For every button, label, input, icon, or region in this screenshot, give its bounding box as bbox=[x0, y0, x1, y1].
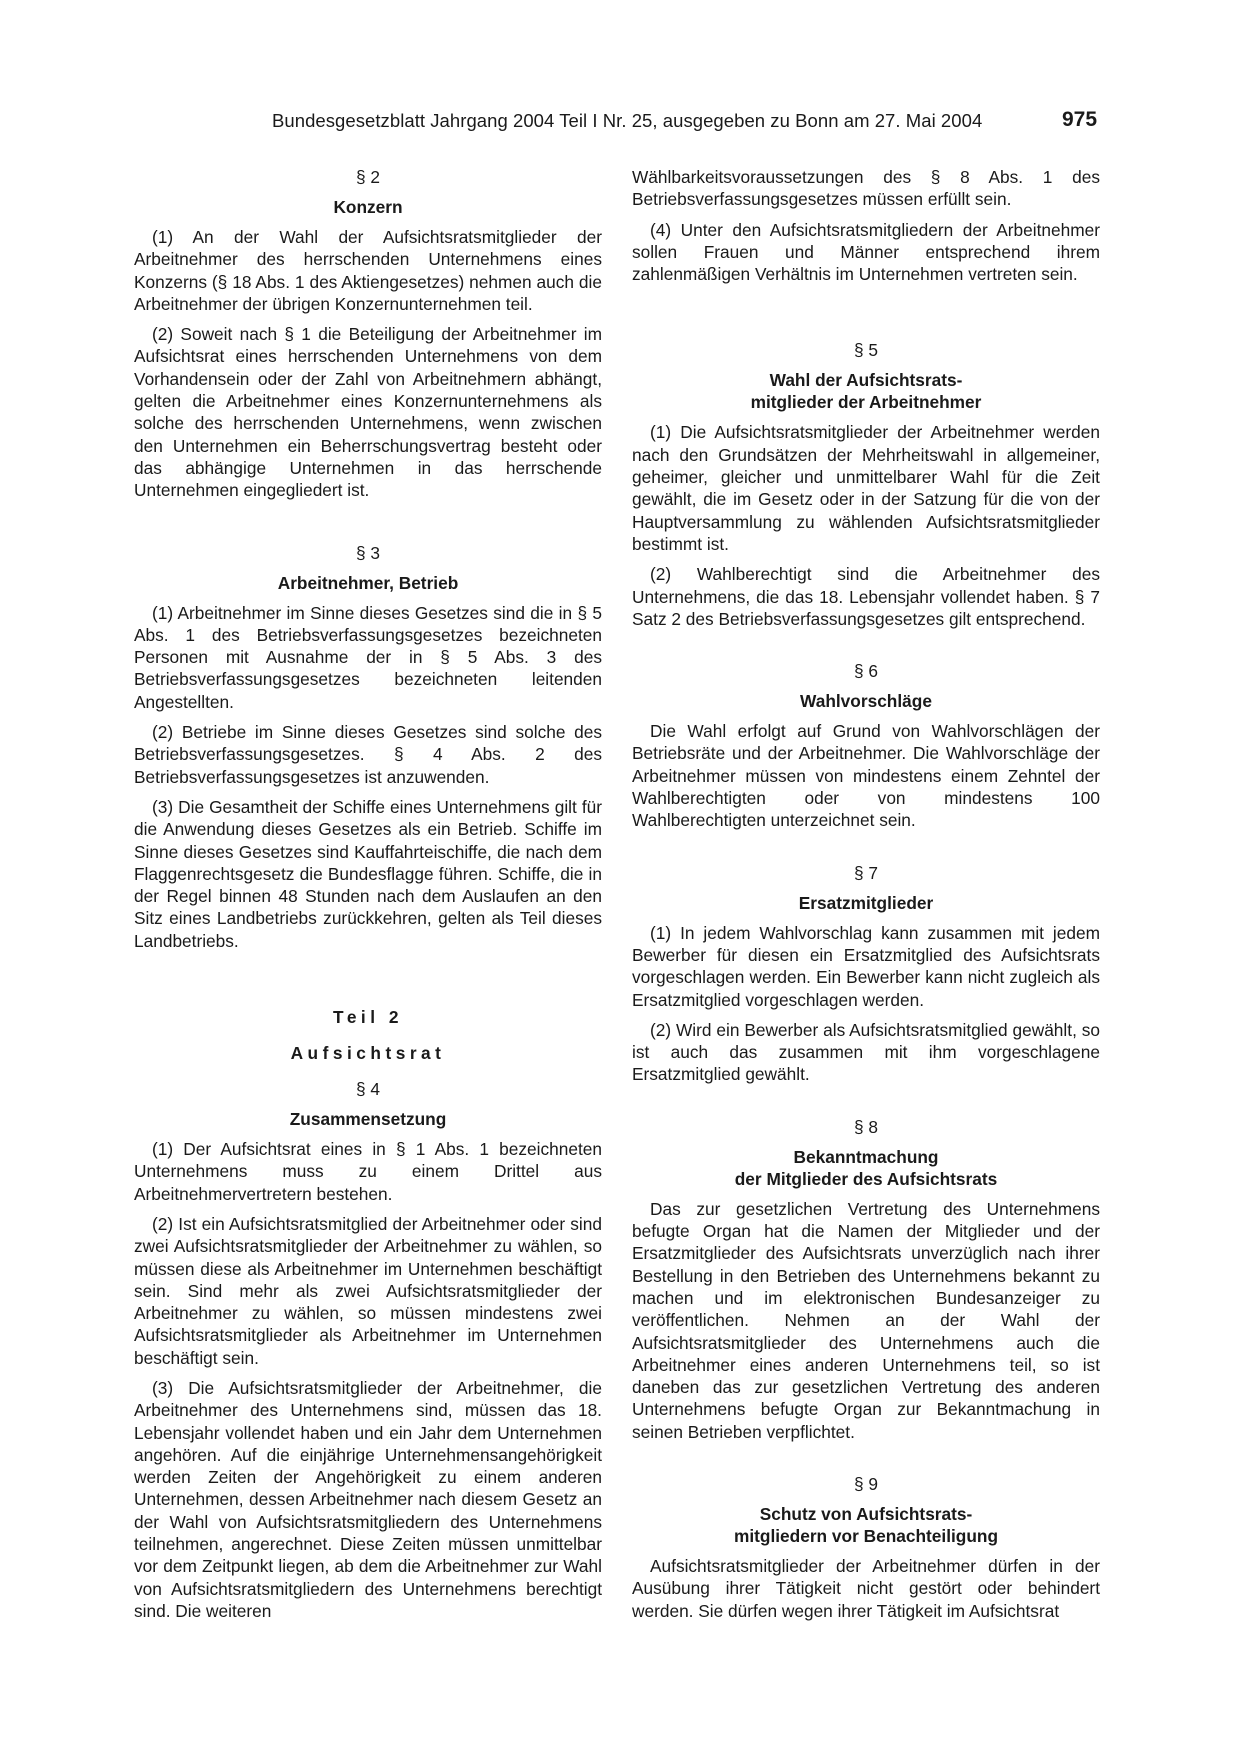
part-title: Aufsichtsrat bbox=[290, 1043, 446, 1064]
paragraph: (1) In jedem Wahlvorschlag kann zusammen mit jedem Bewerber für diesen ein Ersatzmitglied des Aufsichtsrats vorgeschlagen werden. Ein Bewerber kann nicht zugleich als Ersatzmitglied vorgeschlagen werden. bbox=[632, 922, 1100, 1010]
section-number: § 6 bbox=[853, 661, 879, 682]
spacer bbox=[134, 960, 602, 1006]
section-title bbox=[632, 1503, 1100, 1547]
right-column bbox=[632, 166, 1100, 1630]
spacer bbox=[632, 1451, 1100, 1473]
paragraph: (1) Die Aufsichtsratsmitglieder der Arbeitnehmer werden nach den Grundsätzen der Mehrheitswahl in allgemeiner, geheimer, gleicher und unmittelbarer Wahl für die Zeit gewählt, die im Gesetz oder in der Satzung für die von der Hauptversammlung zu wählenden Aufsichtsratsmitglieder bestimmt ist. bbox=[632, 422, 1100, 554]
section-number: § 7 bbox=[853, 862, 879, 883]
section-number: § 8 bbox=[853, 1116, 879, 1137]
section-title: Arbeitnehmer, Betrieb bbox=[277, 572, 459, 593]
paragraph-continued: Wählbarkeitsvoraussetzungen des § 8 Abs. 1 des Betriebsverfassungsgesetzes müssen erfüllt sein. bbox=[632, 167, 1100, 210]
page-header bbox=[0, 110, 1244, 140]
paragraph: (3) Die Gesamtheit der Schiffe eines Unternehmens gilt für die Anwendung dieses Gesetzes als ein Betrieb. Schiffe im Sinne dieses Gesetzes sind Kauffahrteischiffe, die nach dem Flaggenrechtsgesetz die Bundesflagge führen. Schiffe, die in der Regel binnen 48 Stunden nach dem Auslaufen an den Sitz eines Landbetriebs zurückkehren, gelten als Teil dieses Landbetriebs. bbox=[134, 796, 602, 951]
paragraph: Die Wahl erfolgt auf Grund von Wahlvorschlägen der Betriebsräte und der Arbeitnehmer. Die Wahlvorschläge der Arbeitnehmer müssen von mindestens einem Zehntel der Wahlberechtigten oder von mindestens 100 Wahlberechtigten unterzeichnet sein. bbox=[632, 721, 1100, 831]
section-title: Ersatzmitglieder bbox=[798, 892, 934, 913]
paragraph: (3) Die Aufsichtsratsmitglieder der Arbeitnehmer, die Arbeitnehmer des Unternehmens sind, müssen das 18. Lebensjahr vollendet haben und ein Jahr dem Unternehmen angehören. Auf die einjährige Unternehmensangehörigkeit werden Zeiten der Angehörigkeit zu einem anderen Unternehmen, dessen Arbeitnehmer nach diesem Gesetz an der Wahl von Aufsichtsratsmitgliedern des Unternehmens teilnehmen, angerechnet. Diese Zeiten müssen unmittelbar vor dem Zeitpunkt liegen, ab dem die Arbeitnehmer zur Wahl von Aufsichtsratsmitgliedern des Unternehmens berechtigt sind. Die weiteren bbox=[134, 1377, 602, 1621]
section-title: Zusammensetzung bbox=[289, 1109, 447, 1130]
section-title bbox=[632, 369, 1100, 413]
section-number: § 4 bbox=[355, 1079, 381, 1100]
paragraph: (2) Betriebe im Sinne dieses Gesetzes sind solche des Betriebsverfassungsgesetzes. § 4 Abs. 2 des Betriebsverfassungsgesetzes ist anzuwenden. bbox=[134, 722, 602, 787]
paragraph: (1) Arbeitnehmer im Sinne dieses Gesetzes sind die in § 5 Abs. 1 des Betriebsverfassungsgesetzes bezeichneten Personen mit Ausnahme der in § 5 Abs. 3 des Betriebsverfassungsgesetzes bezeichneten leitenden Angestellten. bbox=[134, 602, 602, 712]
spacer bbox=[134, 510, 602, 542]
paragraph: (2) Wird ein Bewerber als Aufsichtsratsmitglied gewählt, so ist auch das zusammen mit ihm vorgeschlagene Ersatzmitglied gewählt. bbox=[632, 1019, 1100, 1085]
spacer bbox=[632, 1094, 1100, 1116]
paragraph: (2) Soweit nach § 1 die Beteiligung der Arbeitnehmer im Aufsichtsrat eines herrschenden Unternehmens von dem Vorhandensein oder der Zahl von Arbeitnehmern abhängt, gelten die Arbeitnehmer eines Konzernunternehmens als solche des herrschenden Unternehmens, wenn zwischen den Unternehmen ein Beherrschungsvertrag besteht oder das abhängige Unternehmen in das herrschende Unternehmen eingegliedert ist. bbox=[134, 324, 602, 501]
section-number: § 2 bbox=[355, 167, 381, 187]
section-title bbox=[632, 1146, 1100, 1190]
section-number: § 3 bbox=[355, 542, 381, 563]
running-header: Bundesgesetzblatt Jahrgang 2004 Teil I Nr. 25, ausgegeben zu Bonn am 27. Mai 2004 bbox=[272, 110, 983, 131]
paragraph: (1) An der Wahl der Aufsichtsratsmitglieder der Arbeitnehmer des herrschenden Unternehmens eines Konzerns (§ 18 Abs. 1 des Aktiengesetzes) nehmen auch die Arbeitnehmer der übrigen Konzernunternehmen teil. bbox=[134, 227, 602, 314]
section-title-line: Bekanntmachung bbox=[793, 1146, 939, 1167]
section-title-line: mitglieder der Arbeitnehmer bbox=[750, 392, 982, 413]
section-number: § 5 bbox=[853, 340, 879, 361]
page-number: 975 bbox=[1062, 108, 1098, 131]
part-label: Teil 2 bbox=[333, 1007, 403, 1028]
paragraph: (2) Wahlberechtigt sind die Arbeitnehmer des Unternehmens, die das 18. Lebensjahr vollendet haben. § 7 Satz 2 des Betriebsverfassungsgesetzes gilt entsprechend. bbox=[632, 564, 1100, 629]
section-title-line: Schutz von Aufsichtsrats- bbox=[759, 1503, 973, 1524]
section-title-line: mitgliedern vor Benachteiligung bbox=[733, 1525, 999, 1546]
paragraph: (1) Der Aufsichtsrat eines in § 1 Abs. 1 bezeichneten Unternehmens muss zu einem Drittel aus Arbeitnehmervertretern bestehen. bbox=[134, 1139, 602, 1204]
paragraph: Aufsichtsratsmitglieder der Arbeitnehmer dürfen in der Ausübung ihrer Tätigkeit nicht gestört oder behindert werden. Sie dürfen wegen ihrer Tätigkeit im Aufsichtsrat bbox=[632, 1555, 1100, 1621]
section-number: § 9 bbox=[853, 1473, 879, 1494]
left-column bbox=[134, 166, 602, 1630]
section-title: Wahlvorschläge bbox=[800, 691, 932, 712]
section-title-line: Wahl der Aufsichtsrats- bbox=[769, 370, 963, 391]
paragraph: (2) Ist ein Aufsichtsratsmitglied der Arbeitnehmer oder sind zwei Aufsichtsratsmitglieder der Arbeitnehmer zu wählen, so müssen diese als Arbeitnehmer im Unternehmen beschäftigt sein. Sind mehr als zwei Aufsichtsratsmitglieder der Arbeitnehmer zu wählen, so müssen mindestens zwei Aufsichtsratsmitglieder als Arbeitnehmer im Unternehmen beschäftigt sein. bbox=[134, 1213, 602, 1368]
spacer bbox=[632, 293, 1100, 339]
paragraph: (4) Unter den Aufsichtsratsmitgliedern der Arbeitnehmer sollen Frauen und Männer entsprechend ihrem zahlenmäßigen Verhältnis im Unternehmen vertreten sein. bbox=[632, 219, 1100, 285]
spacer bbox=[632, 638, 1100, 660]
section-title: Konzern bbox=[333, 197, 403, 217]
section-title-line: der Mitglieder des Aufsichtsrats bbox=[734, 1168, 998, 1189]
spacer bbox=[632, 840, 1100, 862]
paragraph: Das zur gesetzlichen Vertretung des Unternehmens befugte Organ hat die Namen der Mitglieder und der Ersatzmitglieder des Aufsichtsrats unverzüglich nach ihrer Bestellung in den Betrieben des Unternehmens bekannt zu machen und im elektronischen Bundesanzeiger zu veröffentlichen. Nehmen an der Wahl der Aufsichtsratsmitglieder des Unternehmens auch die Arbeitnehmer eines anderen Unternehmens teil, so ist daneben das zur gesetzlichen Vertretung des anderen Unternehmens befugte Organ zur Bekanntmachung in seinen Betrieben verpflichtet. bbox=[632, 1198, 1100, 1442]
